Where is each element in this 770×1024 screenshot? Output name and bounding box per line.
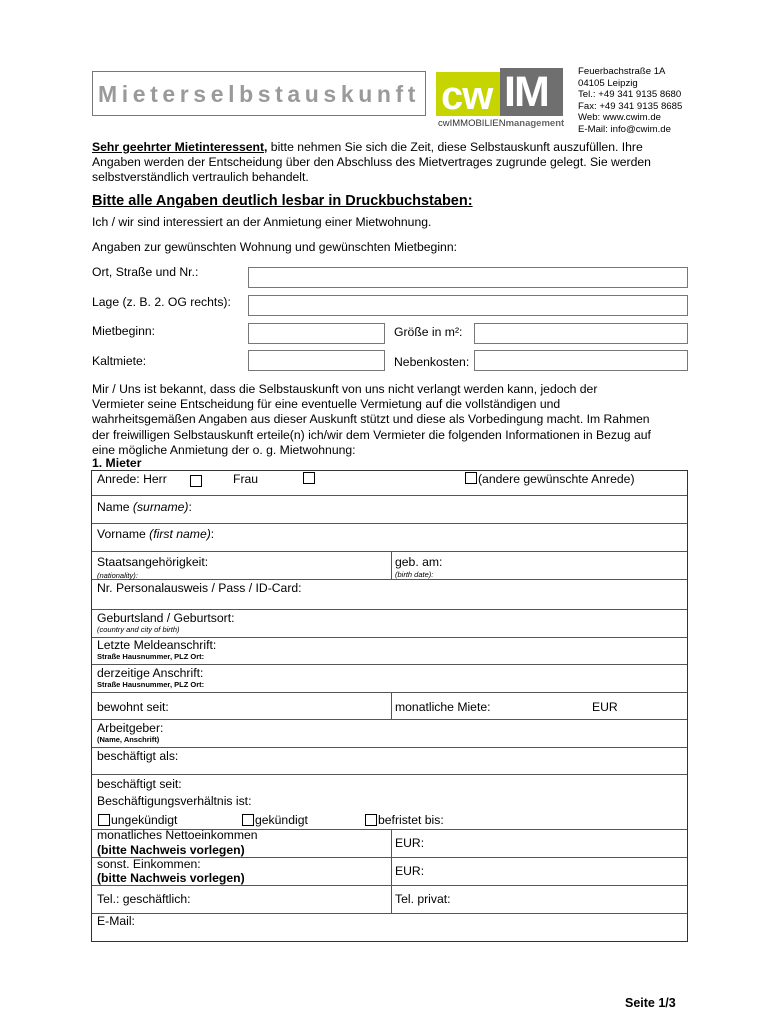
column-divider	[391, 551, 392, 579]
checkbox-herr[interactable]	[190, 475, 202, 487]
intro-line-1: bitte nehmen Sie sich die Zeit, diese Selbstauskunft auszufüllen. Ihre	[267, 140, 643, 154]
intro-text	[92, 140, 692, 185]
employer-label: Arbeitgeber:	[97, 721, 164, 735]
row-divider	[92, 551, 687, 552]
rent-currency: EUR	[592, 700, 618, 714]
logo-im-block	[500, 68, 563, 116]
current-address-label: derzeitige Anschrift:	[97, 666, 204, 680]
disclaimer-line: der freiwilligen Selbstauskunft erteile(n) ich/wir dem Vermieter die folgenden Informationen in Bezug auf	[92, 427, 651, 442]
vorname-en: (first name)	[149, 527, 211, 541]
row-divider	[92, 885, 687, 886]
floor-input[interactable]	[248, 295, 688, 316]
tenant-form-table	[91, 470, 688, 942]
logo-cw-text: cw	[441, 74, 493, 118]
business-phone-label: Tel.: geschäftlich:	[97, 892, 191, 906]
floor-label: Lage (z. B. 2. OG rechts):	[92, 295, 231, 309]
vorname-text: Vorname	[97, 527, 146, 541]
disclaimer-line: eine mögliche Anmietung der o. g. Mietwohnung:	[92, 442, 356, 457]
frau-label: Frau	[233, 472, 259, 486]
logo-sub-a: cwIMMOBILIEN	[438, 118, 506, 129]
nationality-en-text: (nationality)	[97, 571, 136, 580]
name-en: (surname)	[132, 500, 189, 514]
column-divider	[391, 692, 392, 719]
extra-costs-input[interactable]	[474, 350, 688, 371]
last-address-label: Letzte Meldeanschrift:	[97, 638, 217, 652]
intro-line-3: selbstverständlich vertraulich behandelt.	[92, 170, 309, 184]
birth-date-en: (birth date):	[395, 570, 434, 579]
last-address-sub: Straße Hausnummer, PLZ Ort:	[97, 652, 205, 661]
row-divider	[92, 913, 687, 914]
checkbox-befristet[interactable]	[365, 814, 377, 826]
interest-statement: Ich / wir sind interessiert an der Anmietung einer Mietwohnung.	[92, 215, 432, 229]
rent-input[interactable]	[248, 350, 385, 371]
disclaimer-line: Mir / Uns ist bekannt, dass die Selbstauskunft von uns nicht verlangt werden kann, jedoch der	[92, 382, 598, 396]
checkbox-gekuendigt[interactable]	[242, 814, 254, 826]
andere-label: (andere gewünschte Anrede)	[478, 472, 635, 486]
resident-since-label: bewohnt seit:	[97, 700, 169, 714]
other-income-currency: EUR:	[395, 864, 425, 878]
logo-sub-b: management	[505, 118, 565, 129]
disclaimer-line: wahrheitsgemäßen Angaben aus dieser Auskunft stützt und diese als Vorbedingung macht. Im Rahmen	[92, 412, 650, 427]
column-divider	[391, 829, 392, 913]
company-address	[578, 66, 718, 136]
current-address-sub: Straße Hausnummer, PLZ Ort:	[97, 680, 205, 689]
vorname-label: Vorname (first name):	[97, 527, 215, 541]
row-divider	[92, 747, 687, 748]
name-label: Name (surname):	[97, 500, 192, 514]
address-line: Web: www.cwim.de	[578, 112, 661, 124]
row-divider	[92, 719, 687, 720]
intro-line-2: Angaben werden der Entscheidung über den Abschluss des Mietvertrages zugrunde gelegt. Sie werden	[92, 155, 651, 169]
apartment-intro: Angaben zur gewünschten Wohnung und gewünschten Mietbeginn:	[92, 240, 457, 254]
logo-im-text: IM	[504, 68, 548, 116]
other-income-label: sonst. Einkommen:	[97, 857, 201, 871]
private-phone-label: Tel. privat:	[395, 892, 451, 906]
instructions-heading: Bitte alle Angaben deutlich lesbar in Druckbuchstaben:	[92, 193, 473, 209]
location-label: Ort, Straße und Nr.:	[92, 265, 199, 279]
checkbox-frau[interactable]	[303, 472, 315, 484]
befristet-label: befristet bis:	[378, 813, 444, 827]
anrede-label: Anrede: Herr	[97, 472, 167, 486]
logo-subtitle	[438, 118, 564, 129]
checkbox-andere[interactable]	[465, 472, 477, 484]
row-divider	[92, 495, 687, 496]
checkbox-ungekuendigt[interactable]	[98, 814, 110, 826]
net-income-label: monatliches Nettoeinkommen	[97, 828, 258, 842]
address-line: Tel.: +49 341 9135 8680	[578, 89, 682, 101]
row-divider	[92, 692, 687, 693]
page-title: Mieterselbstauskunft	[97, 81, 421, 107]
address-line: Fax: +49 341 9135 8685	[578, 100, 683, 112]
employer-sub: (Name, Anschrift)	[97, 735, 160, 744]
employment-status-label: Beschäftigungsverhältnis ist:	[97, 794, 252, 808]
rent-label: Kaltmiete:	[92, 354, 147, 368]
net-income-currency: EUR:	[395, 836, 425, 850]
birthplace-en: (country and city of birth)	[97, 625, 180, 634]
other-income-note: (bitte Nachweis vorlegen)	[97, 871, 245, 885]
ungekuendigt-label: ungekündigt	[111, 813, 178, 827]
net-income-note: (bitte Nachweis vorlegen)	[97, 843, 245, 857]
row-divider	[92, 579, 687, 580]
nationality-label: Staatsangehörigkeit:	[97, 555, 209, 569]
address-line: E-Mail: info@cwim.de	[578, 123, 671, 135]
title-box	[92, 71, 426, 116]
monthly-rent-label: monatliche Miete:	[395, 700, 491, 714]
gekuendigt-label: gekündigt	[255, 813, 308, 827]
section-heading: 1. Mieter	[92, 456, 142, 470]
birthplace-label: Geburtsland / Geburtsort:	[97, 611, 235, 625]
job-title-label: beschäftigt als:	[97, 749, 179, 763]
employed-since-label: beschäftigt seit:	[97, 777, 182, 791]
row-divider	[92, 609, 687, 610]
disclaimer	[92, 382, 692, 458]
row-divider	[92, 523, 687, 524]
id-card-label: Nr. Personalausweis / Pass / ID-Card:	[97, 581, 302, 595]
extra-costs-label: Nebenkosten:	[394, 355, 470, 369]
start-input[interactable]	[248, 323, 385, 344]
row-divider	[92, 774, 687, 775]
nationality-en: (nationality):	[97, 571, 138, 580]
address-line: Feuerbachstraße 1A	[578, 66, 666, 77]
row-divider	[92, 664, 687, 665]
disclaimer-line: Vermieter seine Entscheidung für eine eventuelle Vermietung auf die vollständigen und	[92, 397, 561, 412]
birth-date-label: geb. am:	[395, 555, 443, 569]
salutation: Sehr geehrter Mietinteressent,	[92, 140, 268, 154]
name-text: Name	[97, 500, 130, 514]
start-label: Mietbeginn:	[92, 324, 156, 338]
location-input[interactable]	[248, 267, 688, 288]
address-line: 04105 Leipzig	[578, 77, 638, 89]
size-input[interactable]	[474, 323, 688, 344]
page-number: Seite 1/3	[625, 996, 676, 1010]
email-label: E-Mail:	[97, 914, 135, 928]
size-label: Größe in m²:	[394, 325, 463, 339]
